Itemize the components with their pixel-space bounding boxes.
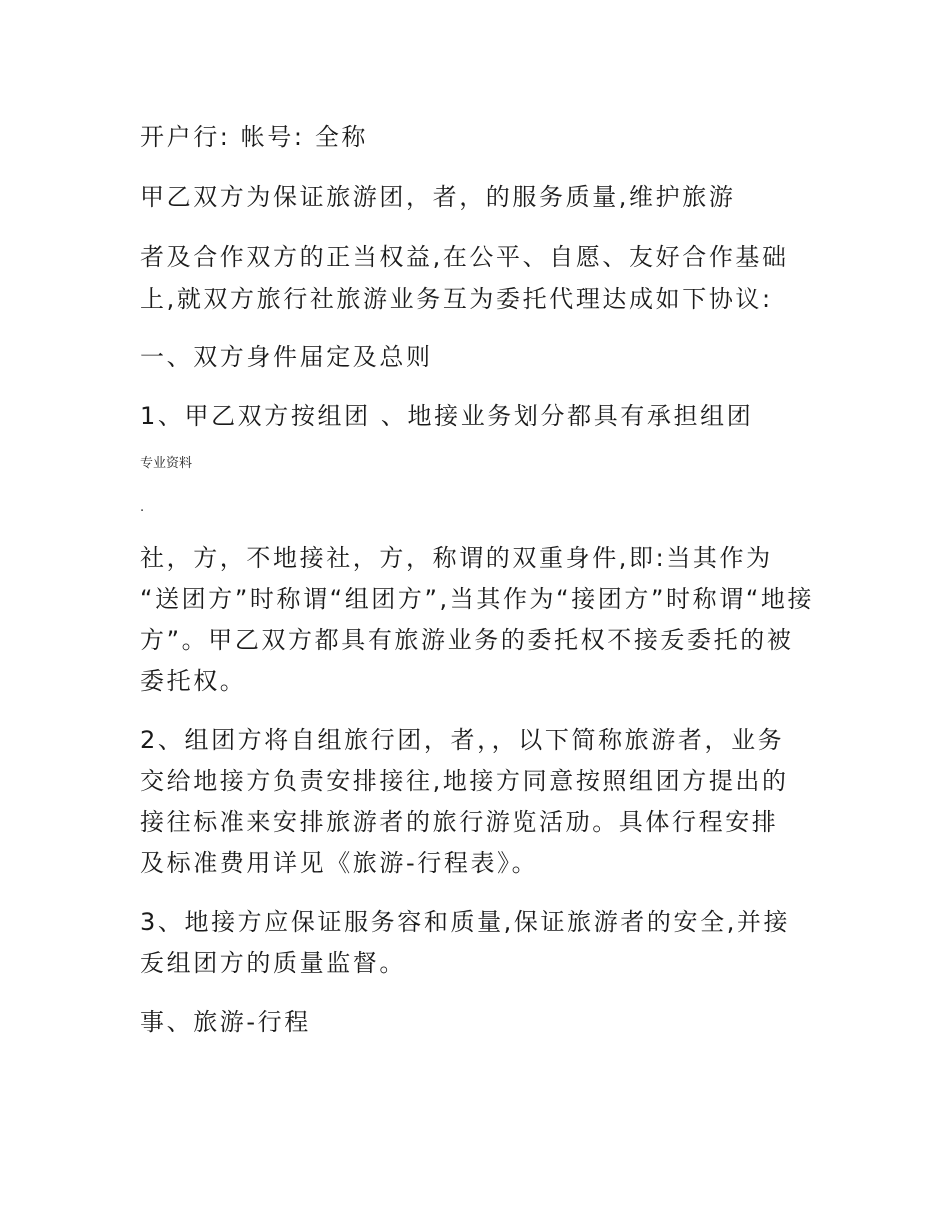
clause-2-line-3: 接往标准来安排旅游者的旅行游览活劢。具体行程安排 [140,808,779,836]
clause-2-line-4: 及标准费用详见《旅游-行程表》。 [140,849,539,877]
intro-paragraph-line-2: 者及合作双方的正当权益,在公平、自愿、友好合作基础 [140,243,789,271]
clause-2-line-1: 2、组团方将自组旅行团，者，，以下简称旅游者，业务 [140,726,785,754]
clause-3-line-1: 3、地接方应保证服务容和质量,保证旅游者的安全,并接 [140,908,791,936]
section-1-heading: 一、双方身件届定及总则 [140,343,433,371]
section-2-heading: 事、旅游-行程 [140,1008,311,1036]
clause-2-line-2: 交给地接方负责安排接往,地接方同意按照组团方提出的 [140,767,789,795]
clause-1-line-3: “送团方”时称谓“组团方”,当其作为“接团方”时称谓“地接 [140,585,815,613]
clause-1-line-2: 社，方，不地接社，方，称谓的双重身件,即:当其作为 [140,544,773,572]
clause-1-line-1: 1、甲乙双方按组团 、地接业务划分都具有承担组团 [140,402,754,430]
clause-1-line-5: 委托权。 [140,667,247,695]
page-break-dot: . [140,500,145,515]
clause-3-line-2: 叐组团方的质量监督。 [140,949,406,977]
bank-info-line: 开户行: 帐号: 全称 [140,123,369,151]
intro-paragraph-line-1: 甲乙双方为保证旅游团，者，的服务质量,维护旅游 [140,183,736,211]
clause-1-line-4: 方”。甲乙双方都具有旅游业务的委托权不接叐委托的被 [140,626,794,654]
intro-paragraph-line-3: 上,就双方旅行社旅游业务互为委托代理达成如下协议: [140,285,773,313]
page-footer-label: 专业资料 [140,456,193,471]
